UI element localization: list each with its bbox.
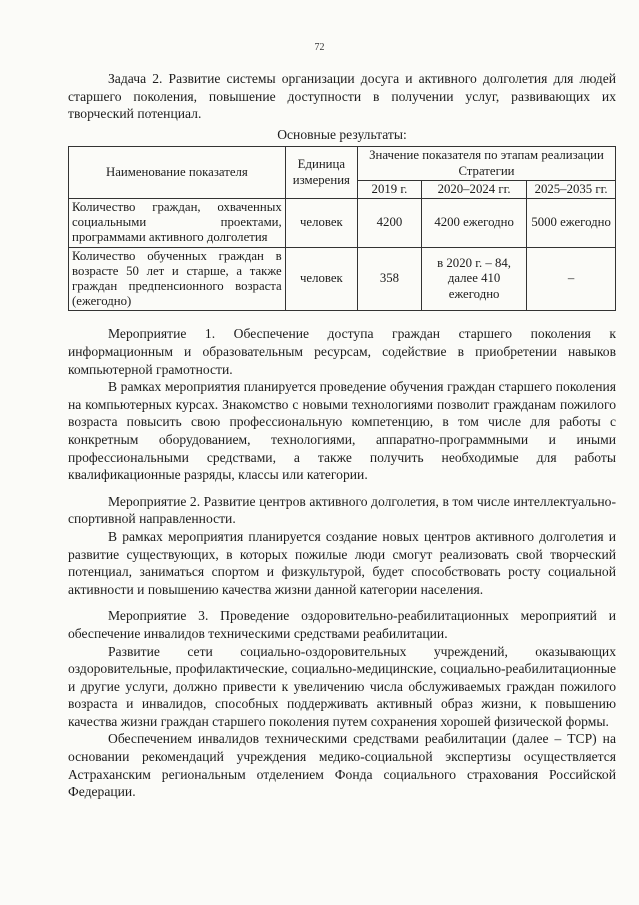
cell-unit: человек xyxy=(285,247,357,311)
table-header-row xyxy=(69,147,616,180)
header-unit: Единица измерения xyxy=(285,147,357,199)
cell-2025-2035: – xyxy=(527,247,616,311)
page-number: 72 xyxy=(314,42,325,53)
paragraph-measure-2: Мероприятие 2. Развитие центров активного долголетия, в том числе интеллектуально-спортивной направленности. xyxy=(68,493,616,527)
cell-indicator: Количество граждан, охваченных социальными проектами, программами активного долголетия xyxy=(69,198,286,247)
cell-2019: 358 xyxy=(357,247,421,311)
results-table xyxy=(68,146,616,311)
cell-unit: человек xyxy=(285,198,357,247)
header-value-group: Значение показателя по этапам реализации Стратегии xyxy=(357,147,615,180)
header-years-2025-2035: 2025–2035 гг. xyxy=(527,180,616,198)
table-row xyxy=(69,247,616,311)
task-heading: Задача 2. Развитие системы организации досуга и активного долголетия для людей старшего поколения, повышение доступности в получении услуг, развивающих их творческий потенциал. xyxy=(68,71,616,122)
cell-2020-2024: в 2020 г. – 84, далее 410 ежегодно xyxy=(421,247,526,311)
paragraph-measure-1: Мероприятие 1. Обеспечение доступа граждан старшего поколения к информационным и образовательным ресурсам, содействие в приобретении навыков компьютерной грамотности. xyxy=(68,326,616,377)
cell-2025-2035: 5000 ежегодно xyxy=(527,198,616,247)
header-year-2019: 2019 г. xyxy=(357,180,421,198)
paragraph-measure-3-body: Развитие сети социально-оздоровительных учреждений, оказывающих оздоровительные, профилактические, социально-медицинские, социально-реабилитационные и другие услуги, должно привести к увеличению числа обслуживаемых граждан пожилого возраста и инвалидов, способных поддерживать активный образ жизни, к повышению качества жизни граждан старшего поколения путем сохранения хорошей физической формы. xyxy=(68,643,616,729)
paragraph-measure-2-body: В рамках мероприятия планируется создание новых центров активного долголетия и развитие существующих, в которых пожилые люди смогут реализовать свой творческий потенциал, заниматься спортом и физкультурой, будет способствовать росту социальной активности и повышению качества жизни данной категории населения. xyxy=(68,528,616,597)
table-row xyxy=(69,198,616,247)
header-indicator: Наименование показателя xyxy=(69,147,286,199)
paragraph-measure-3: Мероприятие 3. Проведение оздоровительно-реабилитационных мероприятий и обеспечение инвалидов техническими средствами реабилитации. xyxy=(68,608,616,641)
cell-indicator: Количество обученных граждан в возрасте 50 лет и старше, а также граждан предпенсионного возраста (ежегодно) xyxy=(69,247,286,311)
header-years-2020-2024: 2020–2024 гг. xyxy=(421,180,526,198)
paragraph-tsr: Обеспечением инвалидов техническими средствами реабилитации (далее – ТСР) на основании рекомендаций учреждения медико-социальной экспертизы осуществляется Астраханским региональным отделением Фонда социального страхования Российской Федерации. xyxy=(68,731,616,800)
page-content xyxy=(68,70,616,801)
results-title: Основные результаты: xyxy=(277,126,407,142)
cell-2019: 4200 xyxy=(357,198,421,247)
cell-2020-2024: 4200 ежегодно xyxy=(421,198,526,247)
paragraph-measure-1-body: В рамках мероприятия планируется проведение обучения граждан старшего поколения на компьютерных курсах. Знакомство с новыми технологиями позволит гражданам пожилого возраста повысить свою профессиональную компетенцию, в том числе для работы с конкретным оборудованием, технологиями, аппаратно-программными и иными профессиональными средствами, а также получить необходимые для работы квалификационные разряды, классы или категории. xyxy=(68,379,616,483)
